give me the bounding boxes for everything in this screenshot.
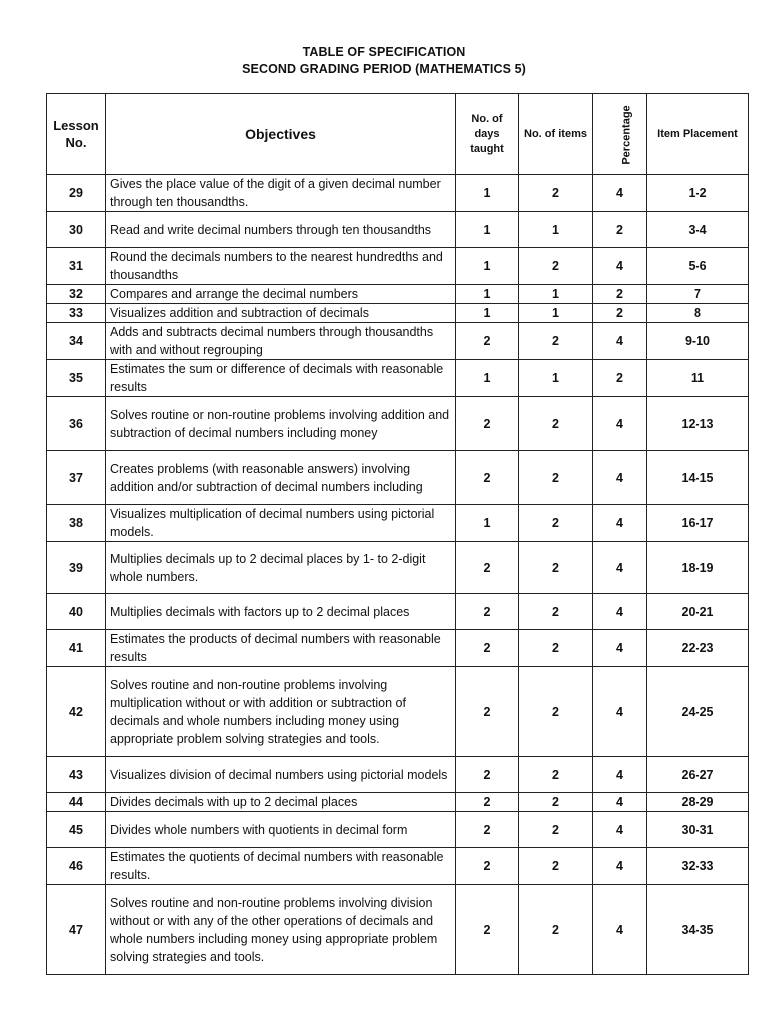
table-row [47,630,749,667]
percentage-cell: 4 [593,594,647,630]
days-cell: 1 [456,285,519,304]
lesson-cell: 35 [47,360,106,397]
placement-cell: 22-23 [647,630,749,667]
table-row [47,505,749,542]
lesson-cell: 39 [47,542,106,594]
days-cell: 2 [456,630,519,667]
document-header [0,44,768,78]
objective-cell: Solves routine and non-routine problems involving division without or with any of the other operations of decimals and whole numbers including money using appropriate problem solving strategies and tools. [106,885,456,975]
days-cell: 2 [456,451,519,505]
column-header-percentage [593,94,647,175]
document-title: TABLE OF SPECIFICATION [302,45,466,59]
items-cell: 2 [519,812,593,848]
table-row [47,757,749,793]
objective-cell: Multiplies decimals with factors up to 2 decimal places [106,594,456,630]
items-cell: 2 [519,848,593,885]
placement-cell: 7 [647,285,749,304]
days-cell: 1 [456,248,519,285]
lesson-cell: 46 [47,848,106,885]
items-cell: 1 [519,304,593,323]
lesson-cell: 40 [47,594,106,630]
lesson-cell: 44 [47,793,106,812]
lesson-cell: 30 [47,212,106,248]
table-row [47,848,749,885]
items-cell: 1 [519,360,593,397]
percentage-cell: 4 [593,451,647,505]
days-cell: 1 [456,304,519,323]
table-row [47,812,749,848]
table-row [47,360,749,397]
table-row [47,285,749,304]
table-row [47,793,749,812]
objective-cell: Divides decimals with up to 2 decimal places [106,793,456,812]
objective-cell: Compares and arrange the decimal numbers [106,285,456,304]
table-row [47,248,749,285]
days-cell: 2 [456,594,519,630]
placement-cell: 14-15 [647,451,749,505]
placement-cell: 3-4 [647,212,749,248]
days-cell: 2 [456,667,519,757]
lesson-cell: 34 [47,323,106,360]
items-cell: 1 [519,212,593,248]
items-cell: 1 [519,285,593,304]
objective-cell: Estimates the products of decimal numbers with reasonable results [106,630,456,667]
objective-cell: Read and write decimal numbers through ten thousandths [106,212,456,248]
percentage-cell: 4 [593,667,647,757]
percentage-cell: 2 [593,304,647,323]
objective-cell: Visualizes division of decimal numbers using pictorial models [106,757,456,793]
days-cell: 1 [456,505,519,542]
items-cell: 2 [519,630,593,667]
percentage-cell: 4 [593,812,647,848]
lesson-cell: 43 [47,757,106,793]
percentage-cell: 2 [593,212,647,248]
lesson-cell: 33 [47,304,106,323]
placement-cell: 12-13 [647,397,749,451]
lesson-cell: 37 [47,451,106,505]
objective-cell: Adds and subtracts decimal numbers through thousandths with and without regrouping [106,323,456,360]
objective-cell: Gives the place value of the digit of a given decimal number through ten thousandths. [106,175,456,212]
percentage-cell: 4 [593,848,647,885]
days-cell: 2 [456,812,519,848]
table-header-row [47,94,749,175]
items-cell: 2 [519,793,593,812]
items-cell: 2 [519,594,593,630]
table-row [47,304,749,323]
table-row [47,212,749,248]
percentage-cell: 4 [593,542,647,594]
percentage-cell: 4 [593,793,647,812]
column-header-items: No. of items [519,94,593,175]
column-header-placement: Item Placement [647,94,749,175]
percentage-cell: 4 [593,397,647,451]
days-cell: 2 [456,848,519,885]
percentage-cell: 4 [593,505,647,542]
percentage-cell: 4 [593,248,647,285]
objective-cell: Multiplies decimals up to 2 decimal places by 1- to 2-digit whole numbers. [106,542,456,594]
days-cell: 2 [456,885,519,975]
table-row [47,667,749,757]
objective-cell: Solves routine or non-routine problems involving addition and subtraction of decimal numbers including money [106,397,456,451]
objective-cell: Creates problems (with reasonable answers) involving addition and/or subtraction of decimal numbers including [106,451,456,505]
items-cell: 2 [519,451,593,505]
days-cell: 1 [456,212,519,248]
lesson-cell: 31 [47,248,106,285]
percentage-cell: 4 [593,885,647,975]
placement-cell: 30-31 [647,812,749,848]
days-cell: 1 [456,360,519,397]
items-cell: 2 [519,757,593,793]
objective-cell: Visualizes addition and subtraction of decimals [106,304,456,323]
objective-cell: Estimates the sum or difference of decimals with reasonable results [106,360,456,397]
days-cell: 2 [456,397,519,451]
placement-cell: 18-19 [647,542,749,594]
table-row [47,397,749,451]
items-cell: 2 [519,667,593,757]
lesson-cell: 36 [47,397,106,451]
placement-cell: 20-21 [647,594,749,630]
objective-cell: Estimates the quotients of decimal numbers with reasonable results. [106,848,456,885]
placement-cell: 32-33 [647,848,749,885]
lesson-cell: 38 [47,505,106,542]
objective-cell: Solves routine and non-routine problems involving multiplication without or with addition or subtraction of decimals and whole numbers including money using appropriate problem solving strategies and tools. [106,667,456,757]
lesson-cell: 41 [47,630,106,667]
table-body [47,175,749,975]
percentage-cell: 4 [593,757,647,793]
placement-cell: 11 [647,360,749,397]
objective-cell: Divides whole numbers with quotients in decimal form [106,812,456,848]
placement-cell: 28-29 [647,793,749,812]
placement-cell: 1-2 [647,175,749,212]
days-cell: 2 [456,793,519,812]
days-cell: 2 [456,757,519,793]
days-cell: 1 [456,175,519,212]
placement-cell: 8 [647,304,749,323]
specification-table [46,93,749,975]
lesson-cell: 45 [47,812,106,848]
placement-cell: 9-10 [647,323,749,360]
table-row [47,175,749,212]
table-row [47,323,749,360]
objective-cell: Visualizes multiplication of decimal numbers using pictorial models. [106,505,456,542]
items-cell: 2 [519,397,593,451]
percentage-cell: 4 [593,323,647,360]
percentage-cell: 4 [593,630,647,667]
objective-cell: Round the decimals numbers to the nearest hundredths and thousandths [106,248,456,285]
items-cell: 2 [519,885,593,975]
placement-cell: 24-25 [647,667,749,757]
items-cell: 2 [519,175,593,212]
lesson-cell: 32 [47,285,106,304]
table-row [47,451,749,505]
document-subtitle: SECOND GRADING PERIOD (MATHEMATICS 5) [242,62,526,76]
percentage-label: Percentage [620,105,633,165]
placement-cell: 34-35 [647,885,749,975]
table-row [47,594,749,630]
percentage-cell: 2 [593,285,647,304]
table-row [47,885,749,975]
days-cell: 2 [456,542,519,594]
placement-cell: 5-6 [647,248,749,285]
column-header-days: No. of days taught [456,94,519,175]
column-header-objectives: Objectives [106,94,456,175]
table-row [47,542,749,594]
items-cell: 2 [519,323,593,360]
items-cell: 2 [519,542,593,594]
lesson-cell: 42 [47,667,106,757]
items-cell: 2 [519,248,593,285]
column-header-lesson: Lesson No. [47,94,106,175]
lesson-cell: 29 [47,175,106,212]
placement-cell: 26-27 [647,757,749,793]
days-cell: 2 [456,323,519,360]
percentage-cell: 2 [593,360,647,397]
items-cell: 2 [519,505,593,542]
placement-cell: 16-17 [647,505,749,542]
lesson-cell: 47 [47,885,106,975]
percentage-cell: 4 [593,175,647,212]
